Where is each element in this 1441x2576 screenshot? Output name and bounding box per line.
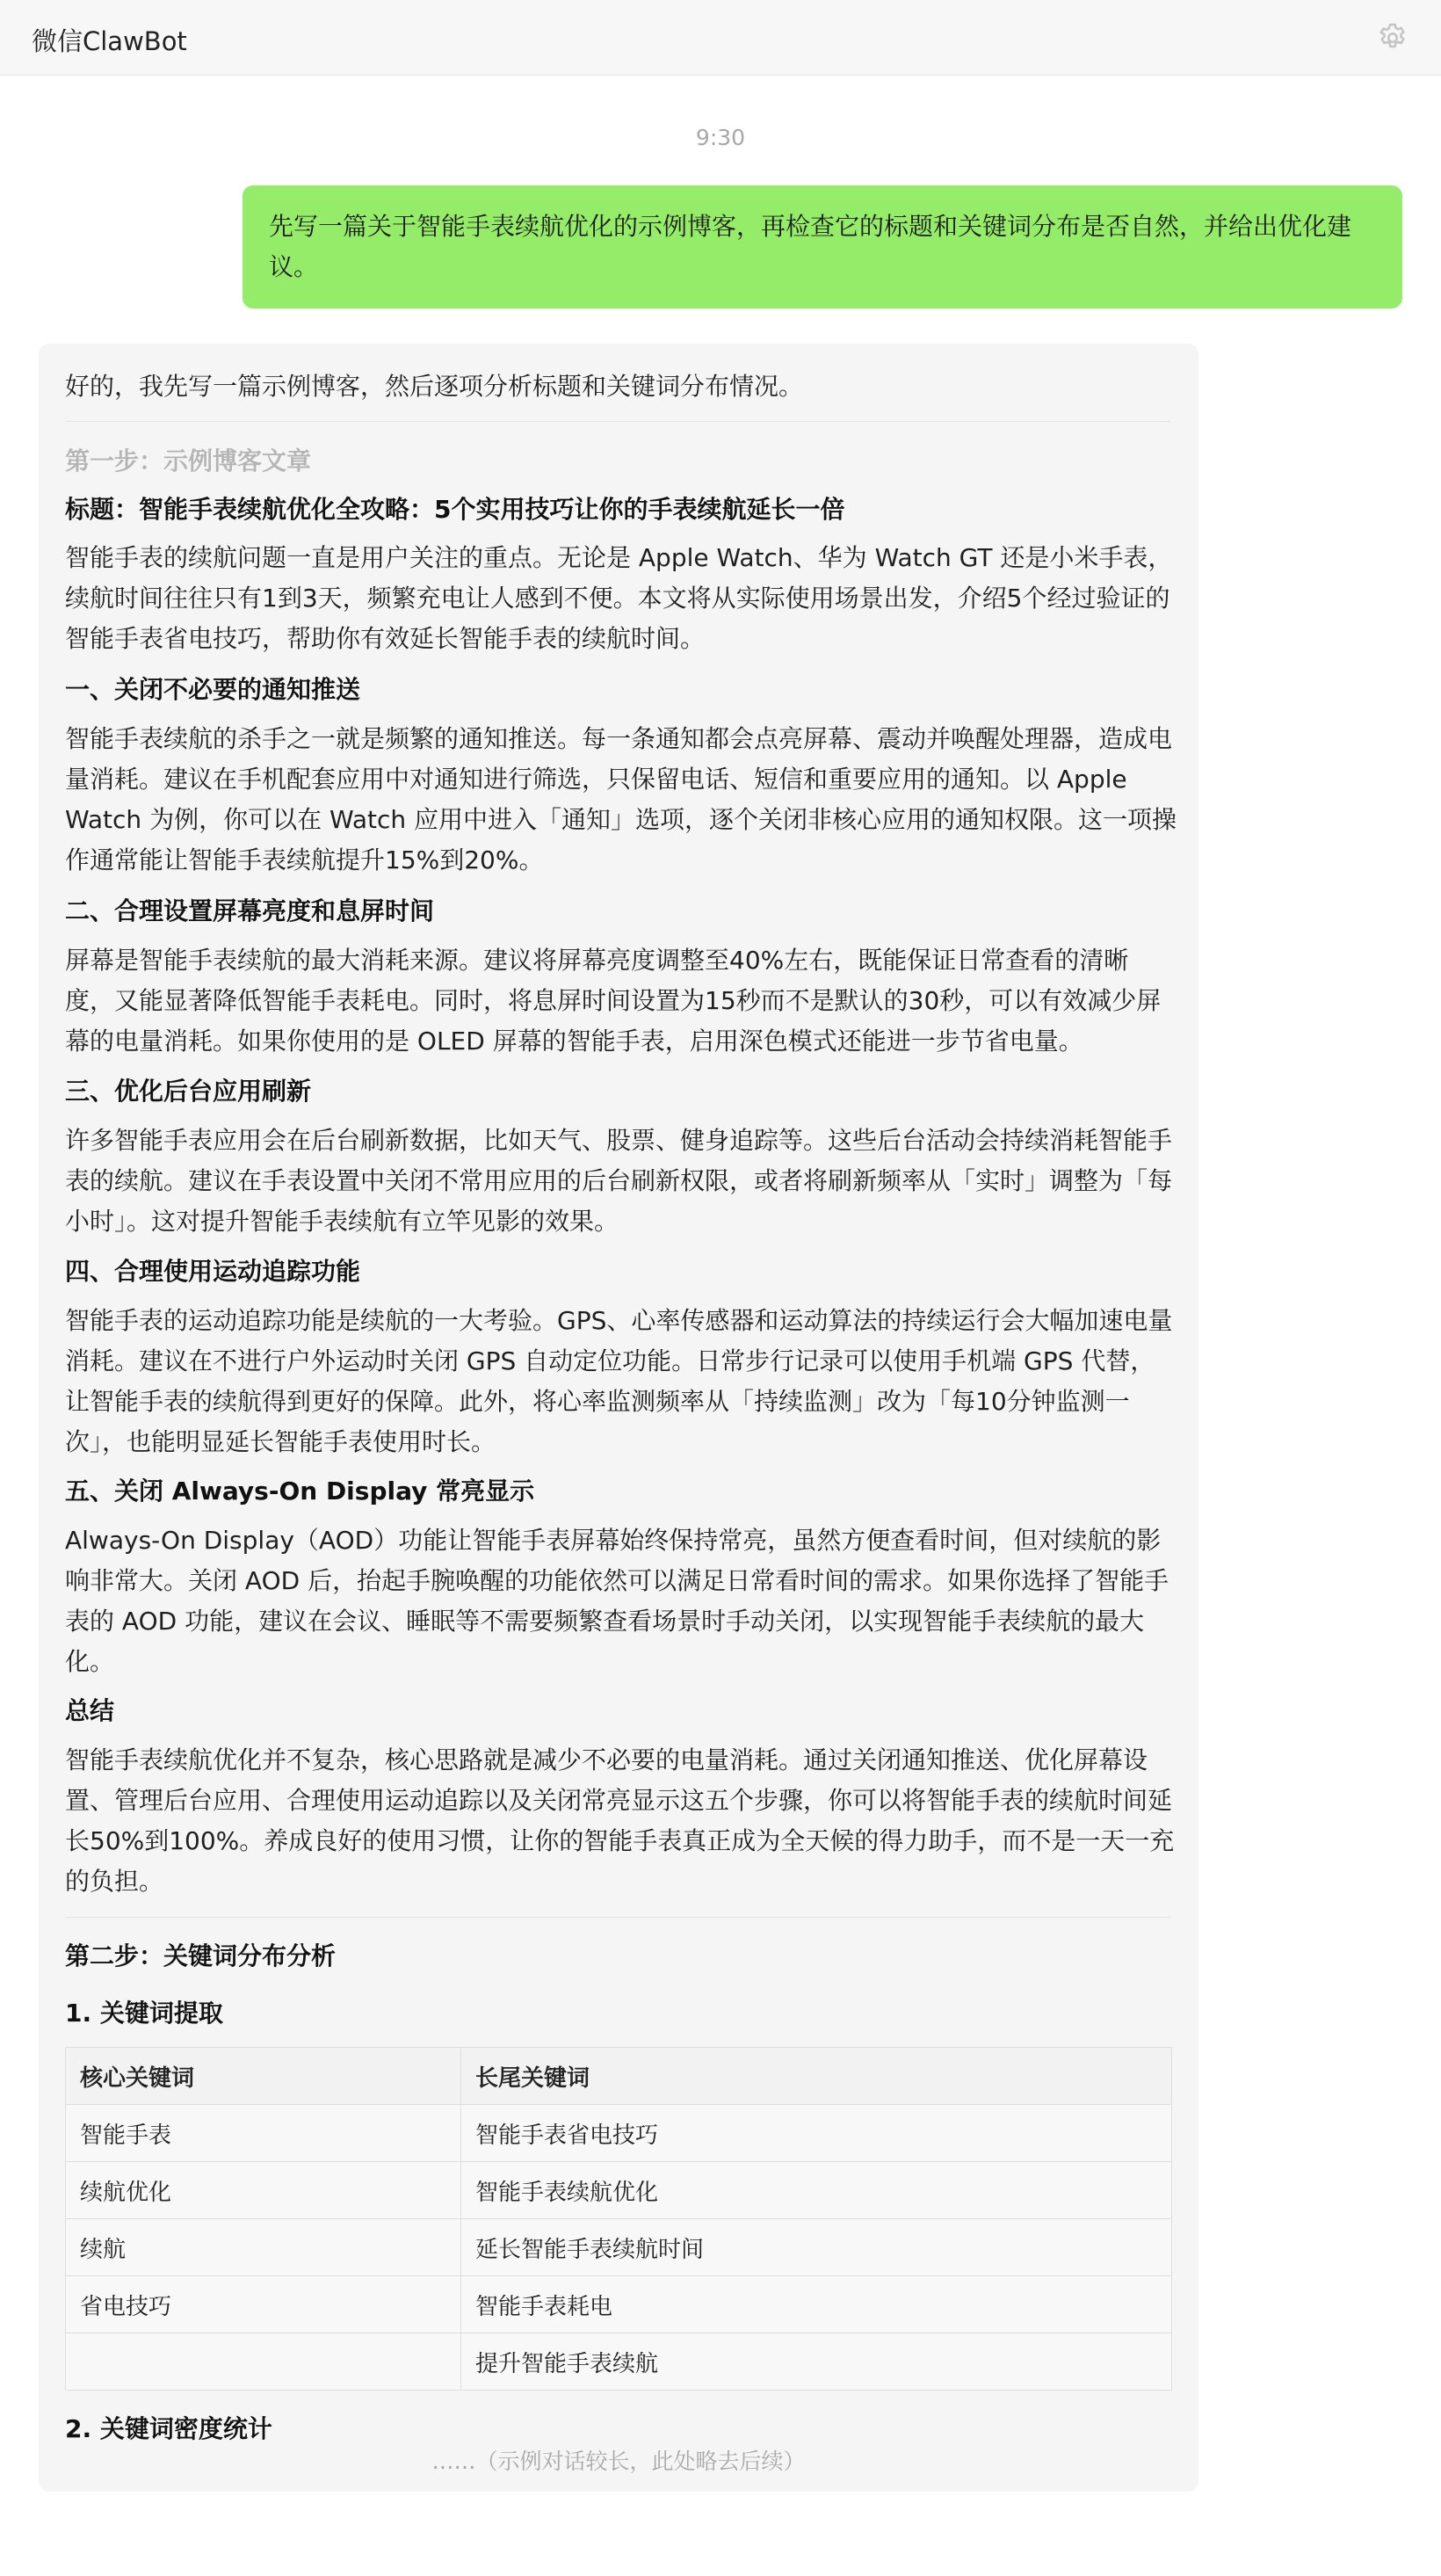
paragraph-line: 让智能手表的续航得到更好的保障。此外，将心率监测频率从「持续监测」改为「每10分钟监测一 <box>65 1387 1130 1416</box>
paragraph-line: 长50%到100%。养成良好的使用习惯，让你的智能手表真正成为全天候的得力助手，而不是一天一充 <box>65 1826 1175 1855</box>
paragraph-line: 屏幕是智能手表续航的最大消耗来源。建议将屏幕亮度调整至40%左右，既能保证日常查看的清晰 <box>65 946 1129 975</box>
section-heading: 五、关闭 Always-On Display 常亮显示 <box>65 1477 535 1506</box>
table-cell: 智能手表耗电 <box>461 2276 1172 2333</box>
column-header: 核心关键词 <box>66 2048 461 2105</box>
table-cell: 续航优化 <box>66 2162 461 2219</box>
bot-intro: 好的，我先写一篇示例博客，然后逐项分析标题和关键词分布情况。 <box>65 372 804 401</box>
section-heading: 二、合理设置屏幕亮度和息屏时间 <box>65 896 435 925</box>
user-message-line: 先写一篇关于智能手表续航优化的示例博客，再检查它的标题和关键词分布是否自然，并给出优化建 <box>269 212 1352 241</box>
table-cell: 智能手表 <box>66 2105 461 2162</box>
subsection-heading: 1. 关键词提取 <box>65 1999 223 2028</box>
table-cell: 延长智能手表续航时间 <box>461 2219 1172 2276</box>
subsection-heading: 2. 关键词密度统计 <box>65 2414 272 2443</box>
paragraph-line: 智能手表的续航问题一直是用户关注的重点。无论是 Apple Watch、华为 Watch GT 还是小米手表， <box>65 543 1173 572</box>
paragraph-line: 幕的电量消耗。如果你使用的是 OLED 屏幕的智能手表，启用深色模式还能进一步节省电量。 <box>65 1027 1083 1056</box>
section-heading: 三、优化后台应用刷新 <box>65 1077 312 1106</box>
step1-heading: 第一步：示例博客文章 <box>65 446 312 475</box>
section-heading: 四、合理使用运动追踪功能 <box>65 1257 361 1286</box>
table-row <box>66 2162 1172 2219</box>
paragraph-line: 智能手表续航的杀手之一就是频繁的通知推送。每一条通知都会点亮屏幕、震动并唤醒处理器，造成电 <box>65 724 1173 753</box>
paragraph-line: 续航时间往往只有1到3天，频繁充电让人感到不便。本文将从实际使用场景出发，介绍5个经过验证的 <box>65 584 1170 613</box>
divider <box>65 1917 1170 1918</box>
title-bar <box>0 0 1441 76</box>
table-cell: 续航 <box>66 2219 461 2276</box>
table-row <box>66 2219 1172 2276</box>
paragraph-line: 化。 <box>65 1647 115 1676</box>
paragraph-line: 智能手表续航优化并不复杂，核心思路就是减少不必要的电量消耗。通过关闭通知推送、优化屏幕设 <box>65 1745 1148 1774</box>
paragraph-line: 次」，也能明显延长智能手表使用时长。 <box>65 1427 496 1456</box>
table-cell: 提升智能手表续航 <box>461 2333 1172 2391</box>
step2-heading: 第二步：关键词分布分析 <box>65 1941 337 1970</box>
gear-icon[interactable] <box>1376 21 1409 54</box>
divider <box>65 421 1170 422</box>
paragraph-line: Watch 为例，你可以在 Watch 应用中进入「通知」选项，逐个关闭非核心应用的通知权限。这一项操 <box>65 805 1177 834</box>
paragraph-line: 智能手表省电技巧，帮助你有效延长智能手表的续航时间。 <box>65 624 706 653</box>
paragraph-line: 作通常能让智能手表续航提升15%到20%。 <box>65 845 544 874</box>
blog-title: 标题：智能手表续航优化全攻略：5个实用技巧让你的手表续航延长一倍 <box>65 495 845 524</box>
app-title: 微信ClawBot <box>32 26 187 56</box>
table-row <box>66 2105 1172 2162</box>
paragraph-line: Always-On Display（AOD）功能让智能手表屏幕始终保持常亮，虽然方便查看时间，但对续航的影 <box>65 1526 1162 1555</box>
message-timestamp: 9:30 <box>695 125 746 150</box>
user-message-line: 议。 <box>269 252 319 281</box>
paragraph-line: 响非常大。关闭 AOD 后，抬起手腕唤醒的功能依然可以满足日常看时间的需求。如果你选择了智能手 <box>65 1566 1169 1595</box>
paragraph-line: 置、管理后台应用、合理使用运动追踪以及关闭常亮显示这五个步骤，你可以将智能手表的续航时间延 <box>65 1786 1173 1815</box>
table-row <box>66 2276 1172 2333</box>
table-row <box>66 2333 1172 2391</box>
paragraph-line: 表的 AOD 功能，建议在会议、睡眠等不需要频繁查看场景时手动关闭，以实现智能手表续航的最大 <box>65 1607 1145 1636</box>
truncation-note: ……（示例对话较长，此处略去后续） <box>431 2449 806 2474</box>
table-cell: 智能手表续航优化 <box>461 2162 1172 2219</box>
paragraph-line: 许多智能手表应用会在后台刷新数据，比如天气、股票、健身追踪等。这些后台活动会持续消耗智能手 <box>65 1126 1173 1155</box>
section-heading: 总结 <box>65 1696 115 1725</box>
user-message-bubble <box>243 185 1402 308</box>
paragraph-line: 表的续航。建议在手表设置中关闭不常用应用的后台刷新权限，或者将刷新频率从「实时」调整为「每 <box>65 1166 1173 1195</box>
paragraph-line: 量消耗。建议在手机配套应用中对通知进行筛选，只保留电话、短信和重要应用的通知。以 Apple <box>65 765 1127 794</box>
paragraph-line: 小时」。这对提升智能手表续航有立竿见影的效果。 <box>65 1207 619 1236</box>
paragraph-line: 度，又能显著降低智能手表耗电。同时，将息屏时间设置为15秒而不是默认的30秒，可以有效减少屏 <box>65 986 1162 1015</box>
paragraph-line: 智能手表的运动追踪功能是续航的一大考验。GPS、心率传感器和运动算法的持续运行会大幅加速电量 <box>65 1306 1173 1335</box>
paragraph-line: 的负担。 <box>65 1867 164 1896</box>
keyword-table <box>65 2047 1172 2391</box>
paragraph-line: 消耗。建议在不进行户外运动时关闭 GPS 自动定位功能。日常步行记录可以使用手机端 GPS 代替， <box>65 1346 1155 1375</box>
table-cell <box>66 2333 461 2391</box>
table-cell: 智能手表省电技巧 <box>461 2105 1172 2162</box>
column-header: 长尾关键词 <box>461 2048 1172 2105</box>
table-cell: 省电技巧 <box>66 2276 461 2333</box>
section-heading: 一、关闭不必要的通知推送 <box>65 675 361 704</box>
table-header-row <box>66 2048 1172 2105</box>
